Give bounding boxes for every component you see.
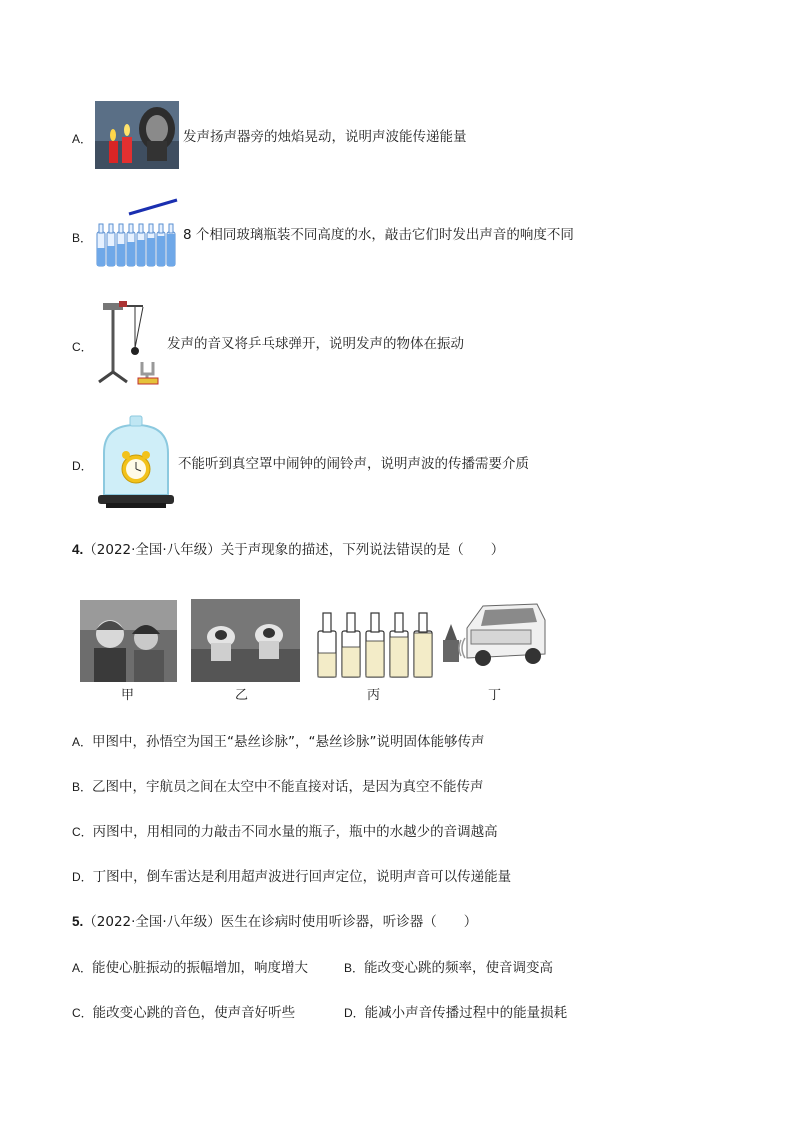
question-5-stem <box>72 913 477 931</box>
speaker-candle-image <box>95 101 179 169</box>
option-letter: D． <box>344 1006 365 1020</box>
option-text: 能改变心跳的音色，使声音好听些 <box>92 1005 296 1021</box>
option-letter: B． <box>72 780 93 794</box>
figure-ding-caption: 丁 <box>488 688 502 703</box>
question-4-option-b <box>72 778 484 796</box>
figure-bing-image <box>314 609 434 681</box>
option-c-letter: C． <box>72 340 93 354</box>
option-b-letter: B． <box>72 231 93 245</box>
option-text: 丁图中，倒车雷达是利用超声波进行回声定位，说明声音可以传递能量 <box>92 869 512 885</box>
option-letter: A． <box>72 961 93 975</box>
question-4-text: 关于声现象的描述，下列说法错误的是（ ） <box>220 542 505 558</box>
option-letter: C． <box>72 825 93 839</box>
option-letter: B． <box>344 961 365 975</box>
question-5-option-a <box>72 959 308 977</box>
question-5-source: （2022·全国·八年级） <box>83 914 221 930</box>
question-5-text: 医生在诊病时使用听诊器，听诊器（ ） <box>220 914 478 930</box>
option-text: 乙图中，宇航员之间在太空中不能直接对话，是因为真空不能传声 <box>92 779 484 795</box>
bell-jar-clock-image <box>96 413 176 509</box>
option-letter: D． <box>72 870 93 884</box>
option-a-letter: A． <box>72 132 93 146</box>
option-text: 甲图中，孙悟空为国王“悬丝诊脉”，“悬丝诊脉”说明固体能够传声 <box>92 734 485 750</box>
figure-jia-image <box>80 600 177 682</box>
option-a-text: 发声扬声器旁的烛焰晃动，说明声波能传递能量 <box>183 129 467 145</box>
option-text: 能减小声音传播过程中的能量损耗 <box>364 1005 568 1021</box>
option-b-text: 8 个相同玻璃瓶装不同高度的水，敲击它们时发出声音的响度不同 <box>183 227 574 243</box>
question-4-option-d <box>72 868 511 886</box>
option-c-text: 发声的音叉将乒乓球弹开，说明发声的物体在振动 <box>167 336 464 352</box>
option-text: 能使心脏振动的振幅增加，响度增大 <box>92 960 309 976</box>
option-d-letter: D． <box>72 459 93 473</box>
question-5-number: 5. <box>72 914 84 929</box>
option-letter: A． <box>72 735 93 749</box>
tuning-fork-pingpong-image <box>95 298 165 386</box>
question-4-option-c <box>72 823 498 841</box>
glass-bottles-image <box>95 198 179 268</box>
figure-bing-caption: 丙 <box>367 688 381 703</box>
figure-ding-image <box>437 600 548 672</box>
question-5-option-c <box>72 1004 295 1022</box>
question-4-number: 4. <box>72 542 84 557</box>
question-4-option-a <box>72 733 485 751</box>
figure-jia-caption: 甲 <box>121 688 135 703</box>
figure-yi-caption: 乙 <box>235 688 249 703</box>
option-text: 丙图中，用相同的力敲击不同水量的瓶子，瓶中的水越少的音调越高 <box>92 824 498 840</box>
question-4-source: （2022·全国·八年级） <box>83 542 221 558</box>
question-4-stem <box>72 541 504 559</box>
option-text: 能改变心跳的频率，使音调变高 <box>364 960 554 976</box>
figure-yi-image <box>191 599 300 682</box>
option-letter: C． <box>72 1006 93 1020</box>
question-5-option-d <box>344 1004 567 1022</box>
option-d-text: 不能听到真空罩中闹钟的闹铃声，说明声波的传播需要介质 <box>178 456 529 472</box>
question-5-option-b <box>344 959 553 977</box>
